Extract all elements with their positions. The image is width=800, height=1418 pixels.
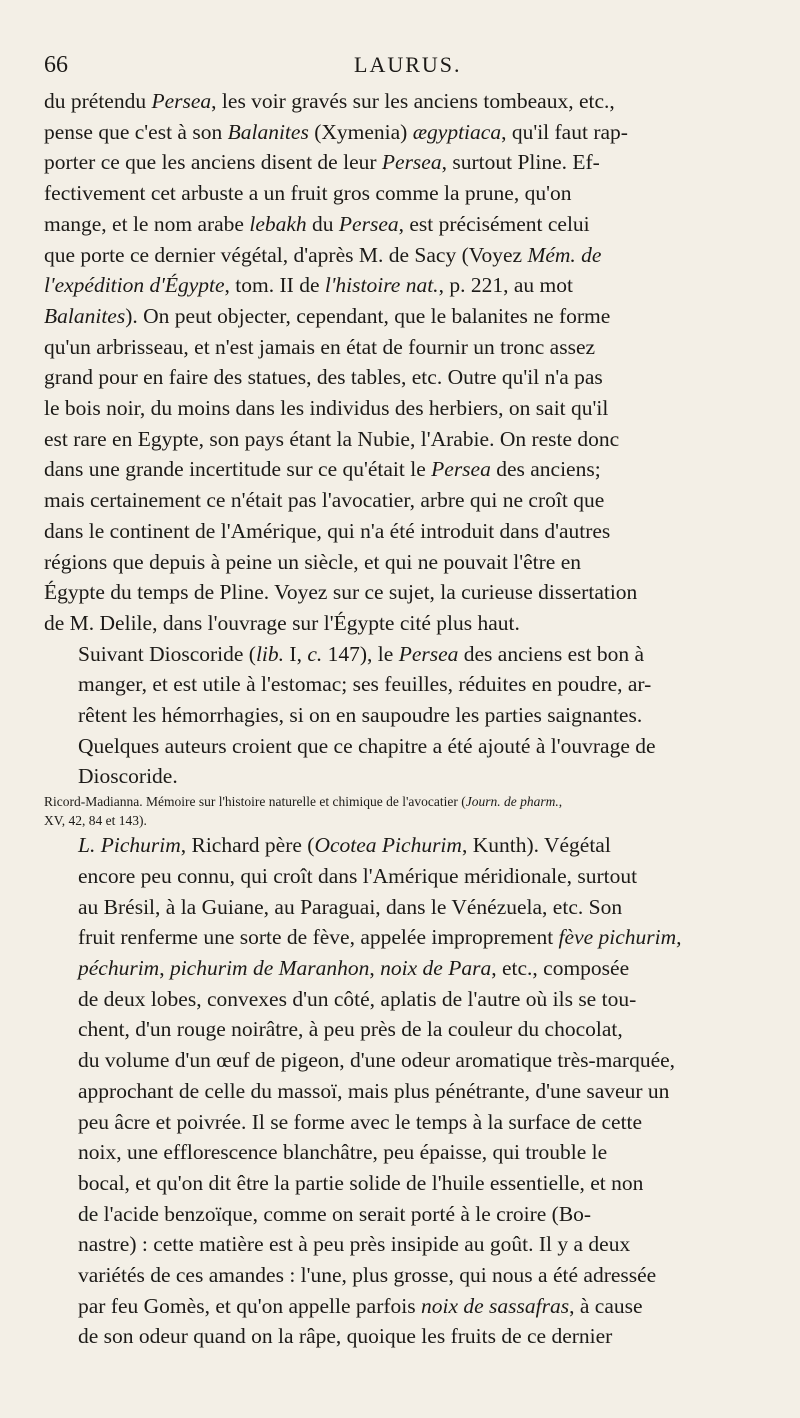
text-line: Ricord-Madianna. Mémoire sur l'histoire naturelle et chimique de l'avocatier (Journ. de pharm., <box>44 794 563 810</box>
text-line: encore peu connu, qui croît dans l'Amérique méridionale, surtout <box>78 863 638 888</box>
text-line: l'expédition d'Égypte, tom. II de l'histoire nat., p. 221, au mot <box>44 273 573 298</box>
text-line: de l'acide benzoïque, comme on serait porté à le croire (Bo- <box>78 1201 592 1226</box>
text-line: mais certainement ce n'était pas l'avocatier, arbre qui ne croît que <box>44 488 605 513</box>
text-line: par feu Gomès, et qu'on appelle parfois noix de sassafras, à cause <box>78 1293 643 1318</box>
text-line: mange, et le nom arabe lebakh du Persea, est précisément celui <box>44 211 590 236</box>
text-line: le bois noir, du moins dans les individus des herbiers, on sait qu'il <box>44 396 609 421</box>
text-line: au Brésil, à la Guiane, au Paraguai, dans le Vénézuela, etc. Son <box>78 894 623 919</box>
text-line: approchant de celle du massoï, mais plus pénétrante, d'une saveur un <box>78 1078 670 1103</box>
text-line: Quelques auteurs croient que ce chapitre a été ajouté à l'ouvrage de <box>78 733 656 758</box>
text-line: rêtent les hémorrhagies, si on en saupoudre les parties saignantes. <box>78 703 643 728</box>
text-line: de son odeur quand on la râpe, quoique les fruits de ce dernier <box>78 1324 613 1349</box>
page-number: 66 <box>44 52 68 78</box>
text-line: Balanites). On peut objecter, cependant, que le balanites ne forme <box>44 303 611 328</box>
page-header <box>44 52 764 88</box>
running-title: LAURUS. <box>354 52 462 77</box>
bibliographic-reference <box>44 792 764 830</box>
text-line: L. Pichurim, Richard père (Ocotea Pichurim, Kunth). Végétal <box>78 833 611 858</box>
text-line: bocal, et qu'on dit être la partie solide de l'huile essentielle, et non <box>78 1170 644 1195</box>
text-line: variétés de ces amandes : l'une, plus grosse, qui nous a été adressée <box>78 1263 657 1288</box>
text-line: péchurim, pichurim de Maranhon, noix de Para, etc., composée <box>78 955 630 980</box>
text-line: XV, 42, 84 et 143). <box>44 813 147 829</box>
body-text <box>44 86 764 1352</box>
text-line: chent, d'un rouge noirâtre, à peu près de la couleur du chocolat, <box>78 1017 623 1042</box>
text-line: est rare en Egypte, son pays étant la Nubie, l'Arabie. On reste donc <box>44 426 620 451</box>
text-line: fectivement cet arbuste a un fruit gros comme la prune, qu'on <box>44 181 572 206</box>
paragraph-pichurim <box>44 830 764 1352</box>
text-line: Dioscoride. <box>78 764 178 789</box>
text-line: qu'un arbrisseau, et n'est jamais en état de fournir un tronc assez <box>44 334 596 359</box>
text-line: du volume d'un œuf de pigeon, d'une odeur aromatique très-marquée, <box>78 1048 676 1073</box>
text-line: Égypte du temps de Pline. Voyez sur ce sujet, la curieuse dissertation <box>44 580 638 605</box>
paragraph-persea-balanites <box>44 86 764 639</box>
text-line: manger, et est utile à l'estomac; ses feuilles, réduites en poudre, ar- <box>78 672 652 697</box>
text-line: pense que c'est à son Balanites (Xymenia) ægyptiaca, qu'il faut rap- <box>44 119 628 144</box>
text-line: dans une grande incertitude sur ce qu'était le Persea des anciens; <box>44 457 601 482</box>
text-line: nastre) : cette matière est à peu près insipide au goût. Il y a deux <box>78 1232 631 1257</box>
text-line: peu âcre et poivrée. Il se forme avec le temps à la surface de cette <box>78 1109 643 1134</box>
text-line: que porte ce dernier végétal, d'après M. de Sacy (Voyez Mém. de <box>44 242 602 267</box>
text-line: fruit renferme une sorte de fève, appelée improprement fève pichurim, <box>78 925 682 950</box>
text-line: grand pour en faire des statues, des tables, etc. Outre qu'il n'a pas <box>44 365 603 390</box>
text-line: du prétendu Persea, les voir gravés sur les anciens tombeaux, etc., <box>44 89 615 113</box>
text-line: de deux lobes, convexes d'un côté, aplatis de l'autre où ils se tou- <box>78 986 637 1011</box>
text-line: noix, une efflorescence blanchâtre, peu épaisse, qui trouble le <box>78 1140 608 1165</box>
text-line: régions que depuis à peine un siècle, et qui ne pouvait l'être en <box>44 549 582 574</box>
text-line: dans le continent de l'Amérique, qui n'a été introduit dans d'autres <box>44 518 611 543</box>
paragraph-dioscoride <box>44 639 764 793</box>
text-line: de M. Delile, dans l'ouvrage sur l'Égypte cité plus haut. <box>44 610 520 635</box>
text-line: porter ce que les anciens disent de leur Persea, surtout Pline. Ef- <box>44 150 600 175</box>
text-line: Suivant Dioscoride (lib. I, c. 147), le Persea des anciens est bon à <box>78 641 645 666</box>
